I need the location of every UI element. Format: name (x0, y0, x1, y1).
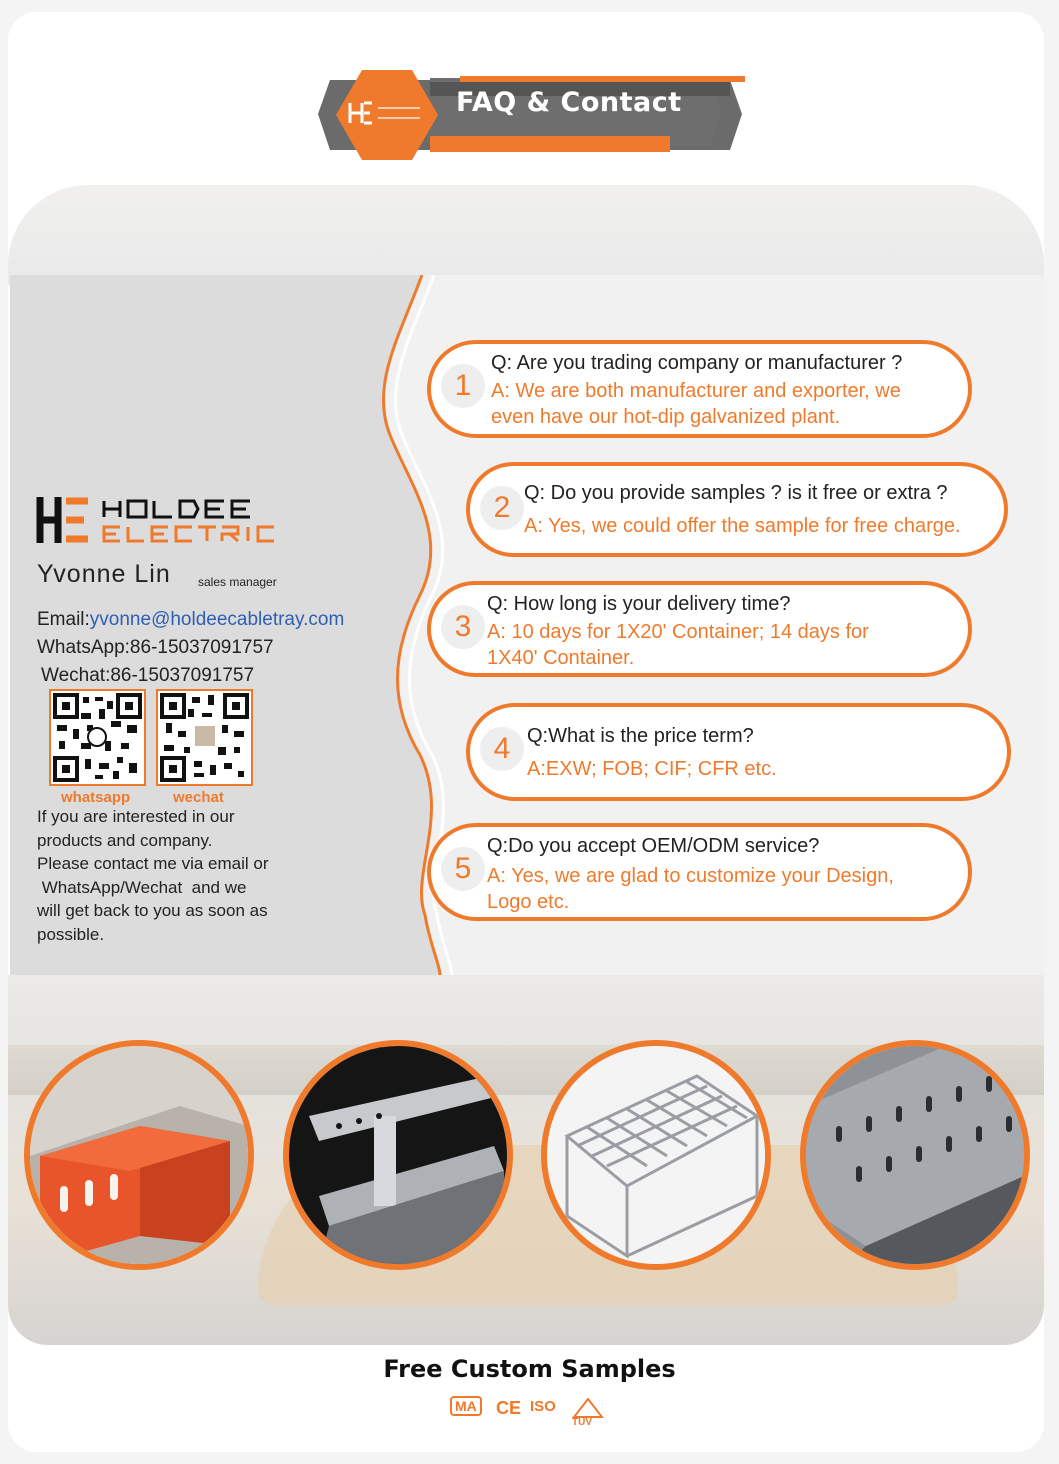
faq-question: Q:What is the price term? (527, 725, 754, 747)
faq-answer-line: Logo etc. (487, 891, 570, 913)
contact-intro (37, 805, 327, 946)
whatsapp-line: WhatsApp:86-15037091757 (37, 637, 274, 658)
ladder-tray-icon (289, 1046, 507, 1264)
faq-item-1 (427, 340, 972, 438)
holdee-logo-icon (36, 493, 296, 549)
cert-label: MA (450, 1396, 482, 1416)
intro-line: products and company. (37, 830, 213, 850)
intro-line: If you are interested in our (37, 807, 235, 826)
qr-wechat-label: wechat (173, 789, 224, 806)
tuv-cert-icon (572, 1398, 604, 1428)
whatsapp-qr-code[interactable] (49, 689, 146, 786)
intro-line: Please contact me via email or (37, 854, 269, 873)
page-title: FAQ & Contact (456, 87, 682, 118)
faq-answer (491, 378, 901, 430)
faq-item-2 (466, 462, 1008, 557)
ce-cert-icon: CE (496, 1398, 522, 1418)
faq-question: Q: How long is your delivery time? (487, 593, 791, 615)
faq-answer (487, 863, 894, 915)
faq-number: 3 (441, 605, 485, 649)
faq-answer (527, 756, 777, 782)
faq-answer-line: A: Yes, we are glad to customize your Design, (487, 865, 894, 887)
qr-whatsapp-label: whatsapp (61, 789, 131, 806)
top-fade (8, 185, 1044, 285)
faq-number: 4 (480, 727, 524, 771)
footer-title: Free Custom Samples (383, 1355, 676, 1383)
cable-tray-orange-icon (30, 1046, 248, 1264)
header-banner (310, 70, 750, 160)
faq-question: Q: Do you provide samples ? is it free or extra ? (524, 482, 948, 504)
faq-item-3 (427, 581, 972, 677)
perforated-tray-icon (806, 1046, 1024, 1264)
faq-answer-line: 1X40' Container. (487, 647, 635, 669)
qr-code-icon (51, 691, 144, 784)
cert-label: TÜV (572, 1417, 592, 1428)
wechat-qr-code[interactable] (156, 689, 253, 786)
product-ladder-tray[interactable] (283, 1040, 513, 1270)
faq-number: 5 (441, 847, 485, 891)
product-wire-mesh-tray[interactable] (541, 1040, 771, 1270)
faq-question: Q:Do you accept OEM/ODM service? (487, 835, 820, 857)
faq-answer-line: A: Yes, we could offer the sample for free charge. (524, 515, 961, 537)
faq-item-5 (427, 823, 972, 921)
wire-mesh-tray-icon (547, 1046, 765, 1264)
intro-line: possible. (37, 924, 105, 944)
product-orange-cable-tray[interactable] (24, 1040, 254, 1270)
email-line (37, 609, 344, 631)
cma-cert-icon (450, 1398, 482, 1422)
faq-answer-line: A: We are both manufacturer and exporter, we (491, 380, 901, 402)
wechat-line: Wechat:86-15037091757 (41, 665, 255, 686)
faq-answer-line: A:EXW; FOB; CIF; CFR etc. (527, 758, 777, 780)
faq-answer-line: even have our hot-dip galvanized plant. (491, 406, 841, 428)
faq-item-4 (466, 703, 1011, 801)
email-link[interactable]: yvonne@holdeecabletray.com (89, 609, 345, 630)
intro-line: WhatsApp/Wechat and we (37, 877, 247, 897)
product-perforated-tray[interactable] (800, 1040, 1030, 1270)
qr-code-icon (158, 691, 251, 784)
faq-answer (487, 619, 869, 671)
tuv-triangle-icon (572, 1398, 604, 1418)
faq-question: Q: Are you trading company or manufacturer ? (491, 352, 903, 374)
faq-number: 2 (480, 486, 524, 530)
iso-cert-icon: ISO (530, 1398, 556, 1415)
email-label: Email: (37, 609, 90, 630)
faq-answer (524, 513, 961, 539)
faq-answer-line: A: 10 days for 1X20' Container; 14 days for (487, 621, 869, 643)
faq-number: 1 (441, 364, 485, 408)
contact-name: Yvonne Lin (37, 560, 171, 588)
contact-role: sales manager (198, 575, 277, 589)
intro-line: will get back to you as soon as (37, 901, 268, 920)
